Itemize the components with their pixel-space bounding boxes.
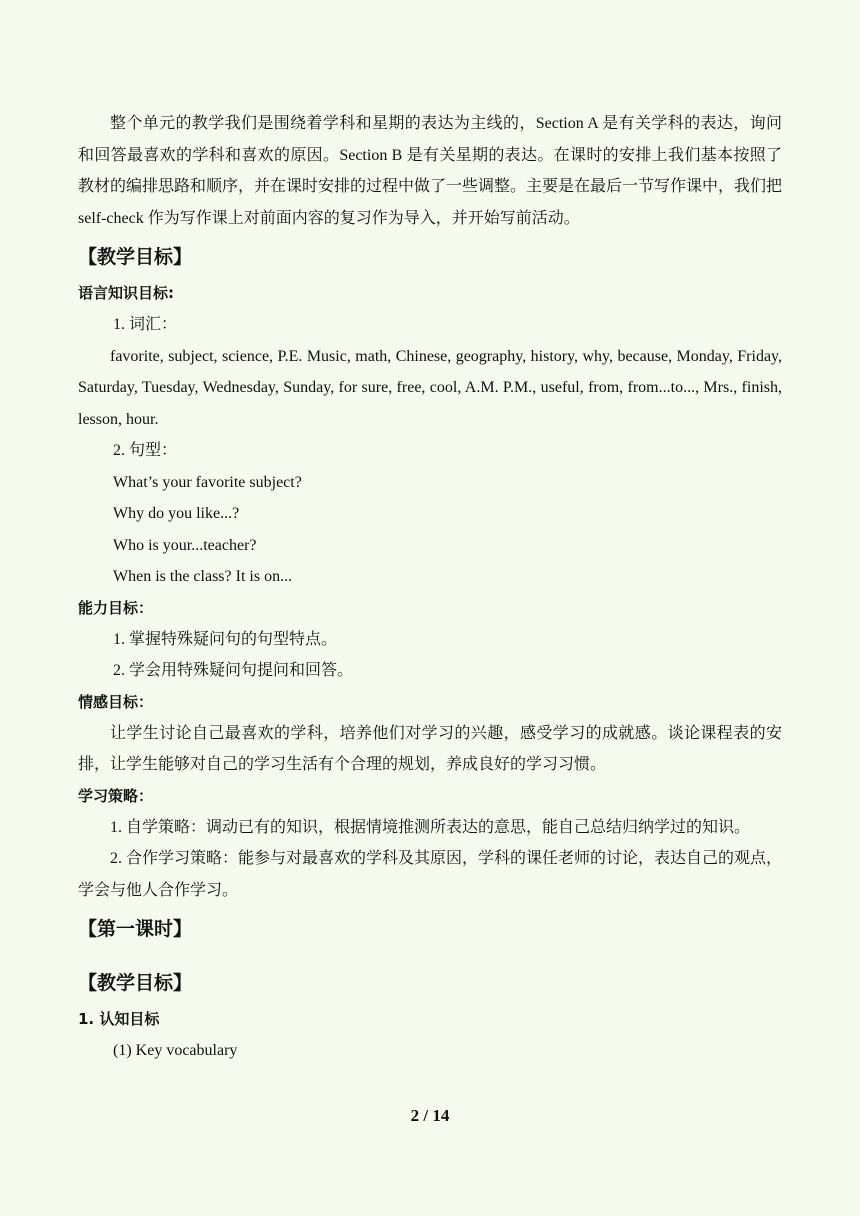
ability-item: 2. 学会用特殊疑问句提问和回答。 — [113, 662, 354, 679]
heading-teaching-objectives-2: 【教学目标】 — [78, 972, 193, 994]
emotion-goals-title: 情感目标： — [78, 692, 154, 711]
page-number: 2 / 14 — [410, 1106, 450, 1125]
strategy-item: 1. 自学策略：调动已有的知识，根据情境推测所表达的意思，能自己总结归纳学过的知识。 — [110, 818, 751, 836]
sentence-item: When is the class? It is on... — [113, 568, 293, 585]
vocab-label: 1. 词汇： — [113, 316, 178, 333]
sentence-item: What’s your favorite subject? — [113, 473, 302, 491]
sentence-item: Why do you like...? — [113, 505, 240, 522]
intro-paragraph: 整个单元的教学我们是围绕着学科和星期的表达为主线的，Section A 是有关学科的表达，询问和回答最喜欢的学科和喜欢的原因。Section B 是有关星期的表达。在课时的安排上我们基本按照了教材的编排思路和顺序，并在课时安排的过程中做了一些调整。主要是在最后一节写作课中，我们把 self-check 作为写作课上对前面内容的复习作为导入，并开始写前活动。 — [78, 115, 783, 227]
cognitive-title: 1. 认知目标 — [78, 1010, 160, 1028]
ability-goals-title: 能力目标： — [78, 598, 154, 617]
sentence-label: 2. 句型： — [113, 442, 178, 459]
language-goals-title: 语言知识目标: — [78, 284, 174, 302]
strategy-title: 学习策略： — [78, 786, 154, 805]
heading-lesson-one: 【第一课时】 — [78, 918, 193, 940]
vocab-text: favorite, subject, science, P.E. Music, math, Chinese, geography, history, why, because, Monday, Friday, Saturday, Tuesday, Wednesday, Sunday, for sure, free, cool, A.M. P.M., useful, from, from...to..., Mrs., finish, lesson, hour. — [78, 347, 782, 428]
strategy-item: 2. 合作学习策略：能参与对最喜欢的学科及其原因，学科的课任老师的讨论，表达自己的观点，学会与他人合作学习。 — [78, 850, 783, 899]
cognitive-item: (1) Key vocabulary — [113, 1042, 238, 1059]
sentence-item: Who is your...teacher? — [113, 536, 257, 554]
page-content — [78, 108, 782, 1067]
ability-item: 1. 掌握特殊疑问句的句型特点。 — [113, 630, 338, 648]
emotion-goals-text: 让学生讨论自己最喜欢的学科，培养他们对学习的兴趣，感受学习的成就感。谈论课程表的安排，让学生能够对自己的学习生活有个合理的规划，养成良好的学习习惯。 — [78, 724, 782, 773]
heading-teaching-objectives: 【教学目标】 — [78, 246, 193, 268]
